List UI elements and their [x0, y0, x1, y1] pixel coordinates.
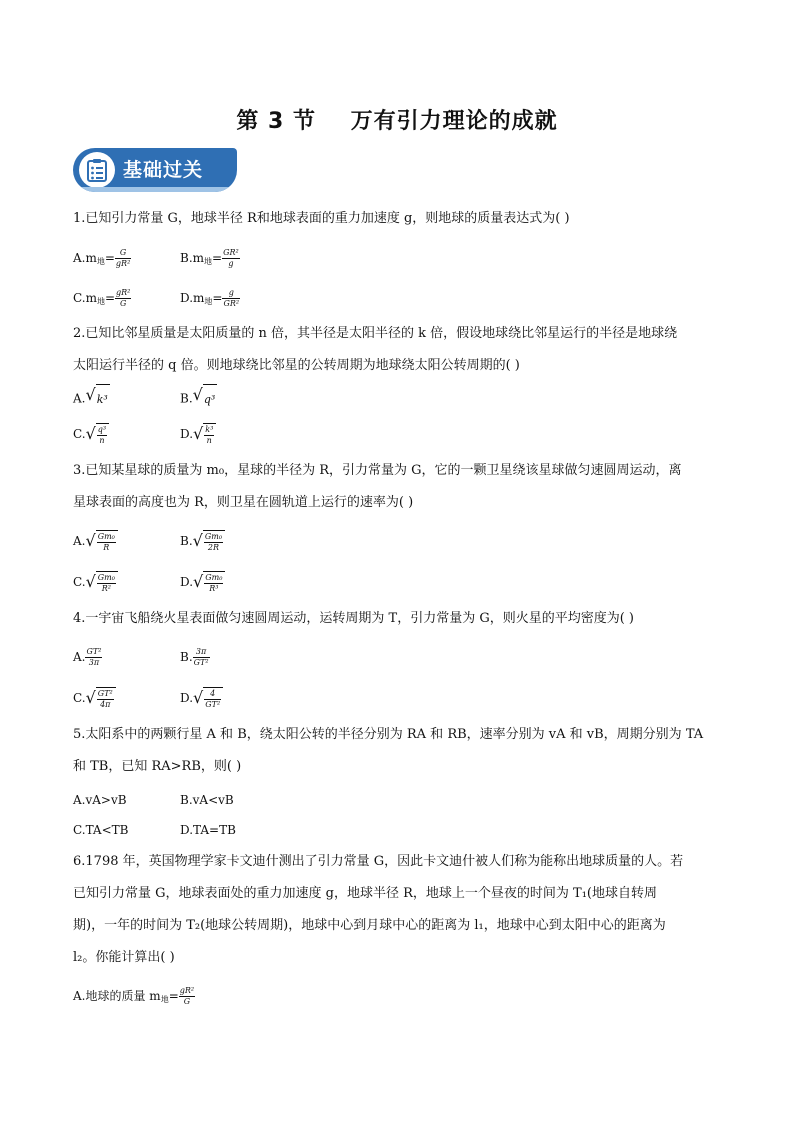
square-root: √ $\frac{\text{q³}}{n}$ [86, 423, 110, 446]
question-5-stem-line-2: 和 TB，已知 RA>RB，则( ) [73, 759, 242, 774]
question-3-stem-line-1: 3.已知某星球的质量为 m₀，星球的半径为 R，引力常量为 G，它的一颗卫星绕该星球做匀速圆周运动，离 [73, 463, 682, 478]
square-root: √ $\frac{\text{k³}}{n}$ [193, 423, 216, 446]
page-title: 第 3 节 万有引力理论的成就 [236, 109, 558, 134]
fraction: $\frac{3\pi}{\text{GT²}}$ [193, 647, 209, 667]
clipboard-list-icon [79, 152, 115, 188]
fraction: $\frac{\text{GT²}}{3\pi}$ [86, 647, 102, 667]
question-5-option-d[interactable]: D.TA=TB [180, 823, 236, 837]
question-6-stem-line-4: l₂。你能计算出( ) [73, 950, 175, 965]
question-4-option-a[interactable]: A. $\frac{\text{GT²}}{3\pi}$ [73, 647, 102, 667]
question-2-stem-line-2: 太阳运行半径的 q 倍。则地球绕比邻星的公转周期为地球绕太阳公转周期的( ) [73, 358, 520, 373]
question-2-stem-line-1: 2.已知比邻星质量是太阳质量的 n 倍，其半径是太阳半径的 k 倍，假设地球绕比邻星运行的半径是地球绕 [73, 326, 678, 341]
question-4-option-d[interactable]: D. √ $\frac{4}{\text{GT²}}$ [180, 684, 223, 712]
square-root: √ $\frac{\text{GT²}}{4\pi}$ [86, 687, 116, 710]
question-3-option-a[interactable]: A. √ $\frac{\text{Gm₀}}{R}$ [73, 527, 118, 555]
question-5-stem-line-1: 5.太阳系中的两颗行星 A 和 B，绕太阳公转的半径分别为 RA 和 RB，速率分别为 vA 和 vB，周期分别为 TA [73, 727, 704, 742]
question-2-option-c[interactable]: C. √ $\frac{\text{q³}}{n}$ [73, 420, 109, 448]
question-4-stem: 4.一宇宙飞船绕火星表面做匀速圆周运动，运转周期为 T，引力常量为 G，则火星的平均密度为( ) [73, 611, 635, 626]
question-6-stem-line-3: 期)，一年的时间为 T₂(地球公转周期)，地球中心到月球中心的距离为 l₁，地球中心到太阳中心的距离为 [73, 918, 666, 933]
square-root: √ $\frac{\text{Gm₀}}{R}$ [85, 530, 117, 553]
question-1-option-c[interactable]: $C.m_地=$ $\frac{\text{gR²}}{G}$ [73, 288, 131, 308]
question-3-option-d[interactable]: D. √ $\frac{\text{Gm₀}}{\text{R³}}$ [180, 568, 225, 596]
question-5-option-b[interactable]: B.vA<vB [180, 793, 234, 807]
question-4-option-c[interactable]: C. √ $\frac{\text{GT²}}{4\pi}$ [73, 684, 116, 712]
question-2-option-a[interactable]: A. √ k³ [73, 384, 110, 412]
fraction: $\frac{\text{gR²}}{G}$ [116, 288, 131, 308]
question-4-option-b[interactable]: B. $\frac{3\pi}{\text{GT²}}$ [180, 647, 209, 667]
square-root: √ q³ [193, 384, 218, 414]
square-root: √ $\frac{\text{Gm₀}}{\text{R³}}$ [193, 571, 225, 594]
question-1-option-a[interactable]: $A.m_地=$ $\frac{G}{\text{gR²}}$ [73, 248, 131, 268]
question-5-option-c[interactable]: C.TA<TB [73, 823, 129, 837]
question-1-option-b[interactable]: $B.m_地=$ $\frac{\text{GR²}}{g}$ [180, 248, 239, 268]
square-root: √ k³ [85, 384, 109, 414]
question-3-option-c[interactable]: C. √ $\frac{\text{Gm₀}}{\text{R²}}$ [73, 568, 118, 596]
question-3-stem-line-2: 星球表面的高度也为 R，则卫星在圆轨道上运行的速率为( ) [73, 495, 414, 510]
section-badge-label: 基础过关 [123, 159, 204, 181]
question-3-option-b[interactable]: B. √ $\frac{\text{Gm₀}}{2R}$ [180, 527, 225, 555]
question-1-option-d[interactable]: $D.m_地=$ $\frac{g}{\text{GR²}}$ [180, 288, 240, 308]
question-6-option-a[interactable]: A.地球的质量 $m_地=$ $\frac{\text{gR²}}{G}$ [73, 986, 195, 1006]
question-6-stem-line-2: 已知引力常量 G，地球表面处的重力加速度 g，地球半径 R，地球上一个昼夜的时间为 T₁(地球自转周 [73, 886, 657, 901]
fraction: $\frac{\text{GR²}}{g}$ [223, 248, 239, 268]
square-root: √ $\frac{\text{Gm₀}}{2R}$ [193, 530, 225, 553]
question-6-stem-line-1: 6.1798 年，英国物理学家卡文迪什测出了引力常量 G，因此卡文迪什被人们称为能称出地球质量的人。若 [73, 854, 684, 869]
square-root: √ $\frac{\text{Gm₀}}{\text{R²}}$ [86, 571, 118, 594]
square-root: √ $\frac{4}{\text{GT²}}$ [193, 687, 223, 710]
question-5-option-a[interactable]: A.vA>vB [73, 793, 127, 807]
section-badge [73, 148, 237, 192]
fraction: $\frac{\text{gR²}}{G}$ [179, 986, 195, 1006]
fraction: $\frac{G}{\text{gR²}}$ [115, 248, 131, 268]
question-1-stem: 1.已知引力常量 G，地球半径 R和地球表面的重力加速度 g，则地球的质量表达式为( ) [73, 211, 570, 226]
question-2-option-b[interactable]: B. √ q³ [180, 384, 217, 412]
fraction: $\frac{g}{\text{GR²}}$ [223, 288, 240, 308]
question-2-option-d[interactable]: D. √ $\frac{\text{k³}}{n}$ [180, 420, 216, 448]
